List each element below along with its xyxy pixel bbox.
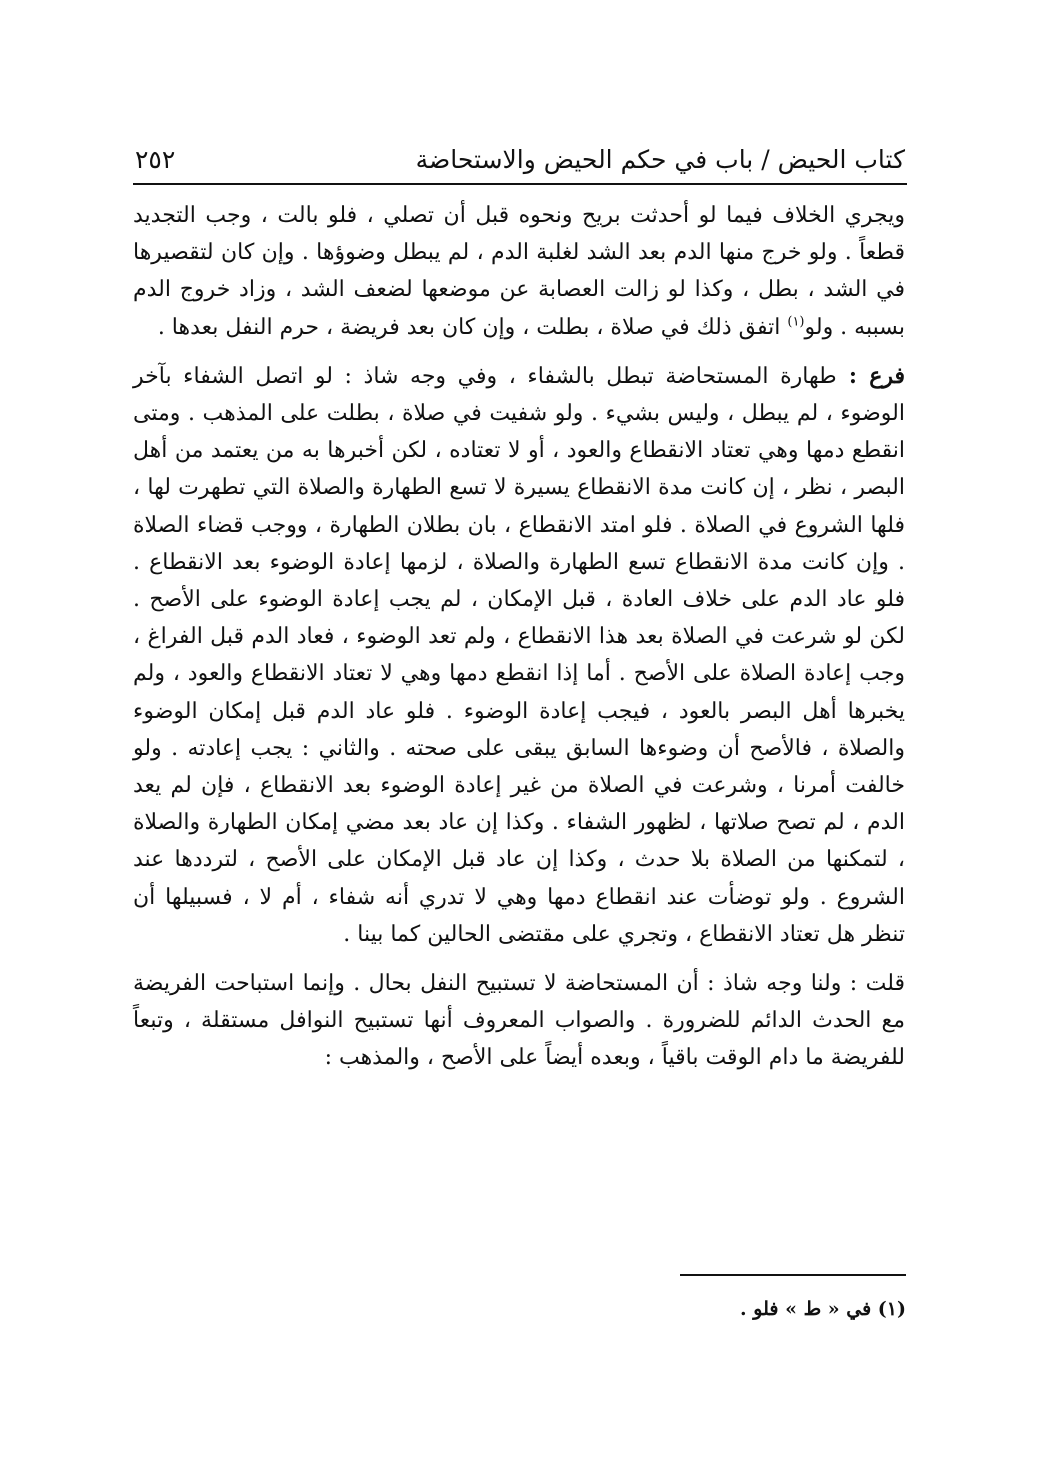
header-divider bbox=[133, 183, 907, 185]
paragraph-1-text: ويجري الخلاف فيما لو أحدثت بريح ونحوه قبل أن تصلي ، فلو بالت ، وجب التجديد قطعاً . ولو خرج منها الدم بعد الشد لغلبة الدم ، لم يبطل وضوؤها . وإن كان لتقصيرها في الشد ، بطل ، وكذا لو زالت العصابة عن موضعها لضعف الشد ، وزاد خروج الدم بسببه . ولو bbox=[133, 203, 905, 340]
paragraph-1 bbox=[133, 197, 905, 346]
section-lead-far: فرع : bbox=[836, 362, 905, 389]
paragraph-1-continuation: اتفق ذلك في صلاة ، بطلت ، وإن كان بعد فريضة ، حرم النفل بعدها . bbox=[157, 314, 788, 340]
page-header bbox=[135, 140, 905, 184]
paragraph-3 bbox=[133, 965, 905, 1077]
footnote: (١) في « ط » فلو . bbox=[740, 1298, 906, 1320]
main-text bbox=[133, 197, 905, 1077]
running-title: كتاب الحيض / باب في حكم الحيض والاستحاضة bbox=[415, 145, 905, 174]
page-number: ٢٥٢ bbox=[135, 145, 176, 174]
footnote-reference-1: (١) bbox=[787, 314, 805, 330]
footnote-divider bbox=[680, 1274, 906, 1276]
paragraph-2 bbox=[133, 358, 905, 953]
paragraph-3-text: قلت : ولنا وجه شاذ : أن المستحاضة لا تستبيح النفل بحال . وإنما استباحت الفريضة مع الحدث الدائم للضرورة . والصواب المعروف أنها تستبيح النوافل مستقلة ، وتبعاً للفريضة ما دام الوقت باقياً ، وبعده أيضاً على الأصح ، والمذهب : bbox=[133, 971, 905, 1071]
paragraph-2-text: طهارة المستحاضة تبطل بالشفاء ، وفي وجه شاذ : لو اتصل الشفاء بآخر الوضوء ، لم يبطل ، وليس بشيء . ولو شفيت في صلاة ، بطلت على المذهب . ومتى انقطع دمها وهي تعتاد الانقطاع والعود ، أو لا تعتاده ، لكن أخبرها به من يعتمد من أهل البصر ، نظر ، إن كانت مدة الانقطاع يسيرة لا تسع الطهارة والصلاة التي تطهرت لها ، فلها الشروع في الصلاة . فلو امتد الانقطاع ، بان بطلان الطهارة ، ووجب قضاء الصلاة . وإن كانت مدة الانقطاع تسع الطهارة والصلاة ، لزمها إعادة الوضوء بعد الانقطاع . فلو عاد الدم على خلاف العادة ، قبل الإمكان ، لم يجب إعادة الوضوء على الأصح . لكن لو شرعت في الصلاة بعد هذا الانقطاع ، ولم تعد الوضوء ، فعاد الدم قبل الفراغ ، وجب إعادة الصلاة على الأصح . أما إذا انقطع دمها وهي لا تعتاد الانقطاع والعود ، ولم يخبرها أهل البصر بالعود ، فيجب إعادة الوضوء . فلو عاد الدم قبل إمكان الوضوء والصلاة ، فالأصح أن وضوءها السابق يبقى على صحته . والثاني : يجب إعادته . ولو خالفت أمرنا ، وشرعت في الصلاة من غير إعادة الوضوء بعد الانقطاع ، فإن لم يعد الدم ، لم تصح صلاتها ، لظهور الشفاء . وكذا إن عاد بعد مضي إمكان الطهارة والصلاة ، لتمكنها من الصلاة بلا حدث ، وكذا إن عاد قبل الإمكان على الأصح ، لترددها عند الشروع . ولو توضأت عند انقطاع دمها وهي لا تدري أنه شفاء ، أم لا ، فسبيلها أن تنظر هل تعتاد الانقطاع ، وتجري على مقتضى الحالين كما بينا . bbox=[133, 363, 905, 947]
